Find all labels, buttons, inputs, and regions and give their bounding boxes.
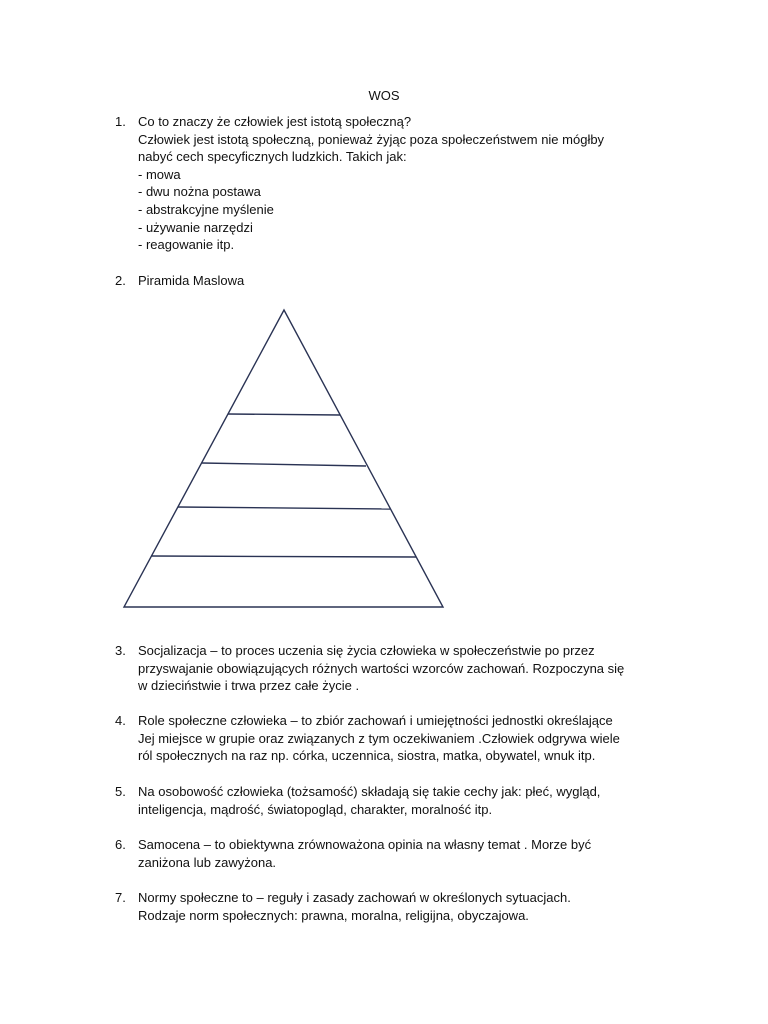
item-number: 3. <box>115 643 126 658</box>
item-number: 6. <box>115 837 126 852</box>
item-line: zaniżona lub zawyżona. <box>138 854 277 870</box>
item-text <box>138 783 638 818</box>
item-text <box>138 113 638 254</box>
item-line: Normy społeczne to – reguły i zasady zachowań w określonych sytuacjach. <box>138 890 571 905</box>
item-line: Co to znaczy że człowiek jest istotą społeczną? <box>138 114 412 129</box>
item-line: Jej miejsce w grupie oraz związanych z tym oczekiwaniem .Człowiek odgrywa wiele <box>138 730 620 746</box>
item-number: 4. <box>115 713 126 728</box>
item-text <box>138 642 638 695</box>
document-title: WOS <box>368 88 400 103</box>
pyramid-level-divider <box>178 507 390 509</box>
item-line: przyswajanie obowiązujących różnych wartości wzorców zachowań. Rozpoczyna się <box>138 660 625 676</box>
pyramid-level-divider <box>228 414 340 415</box>
item-line: - dwu nożna postawa <box>138 184 261 200</box>
item-line: Role społeczne człowieka – to zbiór zachowań i umiejętności jednostki określające <box>138 713 613 728</box>
item-line: - reagowanie itp. <box>138 237 235 253</box>
item-number: 5. <box>115 784 126 799</box>
item-text <box>138 836 638 871</box>
item-text <box>138 712 638 765</box>
item-line: Na osobowość człowieka (tożsamość) składają się takie cechy jak: płeć, wygląd, <box>138 784 601 799</box>
item-number: 1. <box>115 114 126 129</box>
item-line: Człowiek jest istotą społeczną, ponieważ żyjąc poza społeczeństwem nie mógłby <box>138 131 605 147</box>
item-line: Socjalizacja – to proces uczenia się życia człowieka w społeczeństwie po przez <box>138 643 595 658</box>
item-line: nabyć cech specyficznych ludzkich. Takich jak: <box>138 149 407 165</box>
item-line: - używanie narzędzi <box>138 219 253 235</box>
item-line: - mowa <box>138 166 181 182</box>
item-text <box>138 889 638 924</box>
item-line: inteligencja, mądrość, światopogląd, charakter, moralność itp. <box>138 801 493 817</box>
item-line: Rodzaje norm społecznych: prawna, moralna, religijna, obyczajowa. <box>138 907 529 923</box>
item-line: Samocena – to obiektywna zrównoważona opinia na własny temat . Morze być <box>138 837 592 852</box>
item-text <box>138 272 638 290</box>
pyramid-outline <box>124 310 443 607</box>
item-number: 7. <box>115 890 126 905</box>
item-line: Piramida Maslowa <box>138 273 245 288</box>
item-number: 2. <box>115 273 126 288</box>
item-line: ról społecznych na raz np. córka, uczennica, siostra, matka, obywatel, wnuk itp. <box>138 748 596 764</box>
pyramid-level-divider <box>151 556 416 557</box>
item-line: w dzieciństwie i trwa przez całe życie . <box>138 678 360 694</box>
pyramid-level-divider <box>202 463 366 466</box>
item-line: - abstrakcyjne myślenie <box>138 201 274 217</box>
maslow-pyramid-diagram <box>118 305 448 610</box>
